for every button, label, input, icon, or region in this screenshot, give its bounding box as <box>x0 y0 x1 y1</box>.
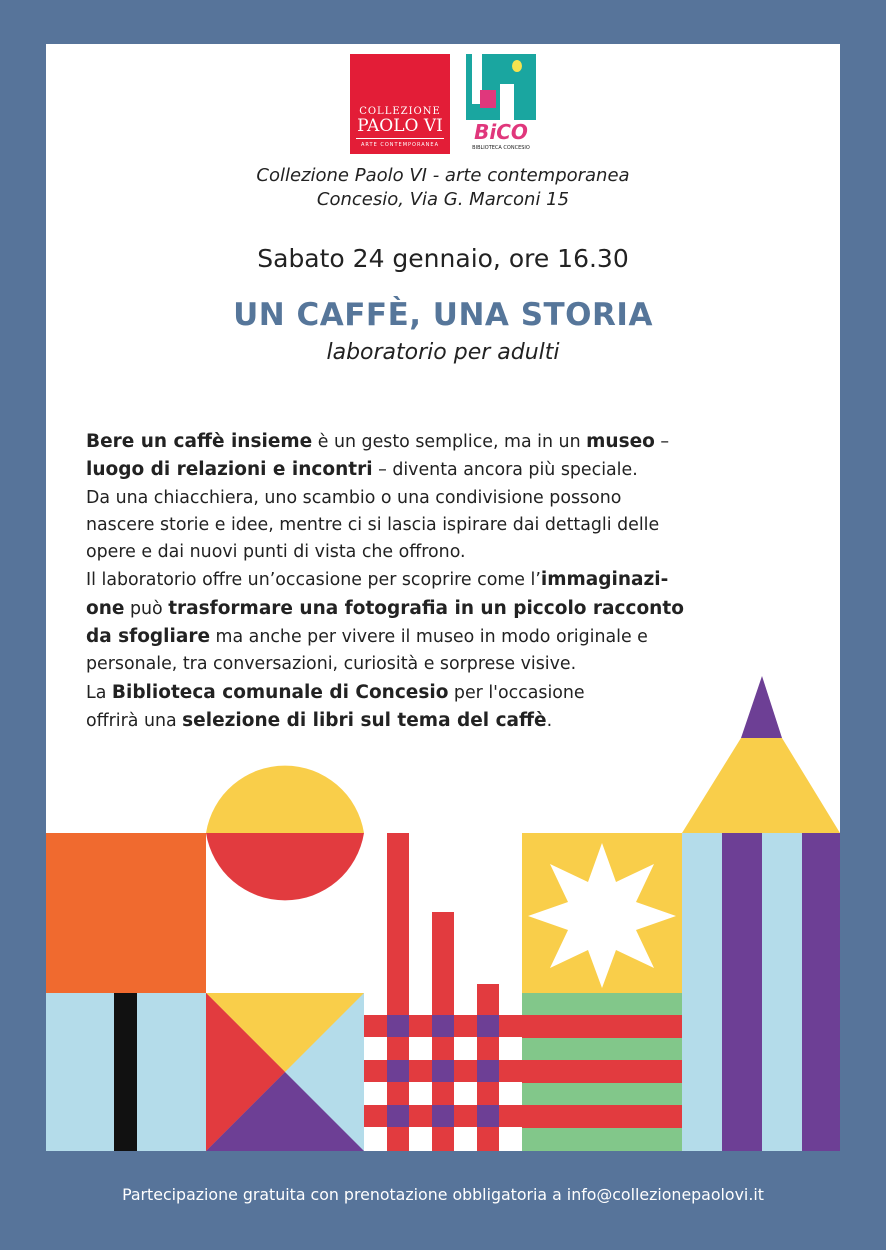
orange-square <box>46 833 206 993</box>
striped-block <box>522 993 682 1151</box>
description-line: Da una chiacchiera, uno scambio o una condivisione possono <box>86 487 622 508</box>
description-line: luogo di relazioni e incontri – diventa ancora più speciale. <box>86 459 638 481</box>
purple-roof-tip <box>741 676 782 738</box>
event-subtitle: laboratorio per adulti <box>326 340 560 365</box>
bico-logo-name: BiCO <box>474 120 528 144</box>
tower-stripe <box>722 833 762 1151</box>
yellow-roof <box>682 738 840 833</box>
checkerboard <box>364 1015 522 1151</box>
logo-line-paolo: PAOLO VI <box>357 116 443 136</box>
description-line: da sfogliare ma anche per vivere il museo in modo originale e <box>86 626 648 648</box>
geometric-illustration <box>46 44 840 1151</box>
description-line: offrirà una selezione di libri sul tema del caffè. <box>86 709 553 731</box>
red-bar-tall <box>387 833 409 1018</box>
logo-line-collezione: COLLEZIONE <box>359 106 441 117</box>
description-line: personale, tra conversazioni, curiosità e sorprese visive. <box>86 654 577 675</box>
black-bar <box>114 993 137 1151</box>
footer-booking-info: Partecipazione gratuita con prenotazione obbligatoria a info@collezionepaolovi.it <box>122 1185 764 1204</box>
sun-bottom-half <box>206 833 364 900</box>
red-bar-mid <box>432 912 454 1018</box>
logo-line-arte: ARTE CONTEMPORANEA <box>361 142 439 148</box>
description-line: Bere un caffè insieme è un gesto semplice, ma in un museo – <box>86 431 670 452</box>
red-bar-short <box>477 984 499 1018</box>
description-line: Il laboratorio offre un’occasione per scoprire come l’immaginazi- <box>86 569 669 591</box>
venue-address: Concesio, Via G. Marconi 15 <box>316 189 570 210</box>
poster-card <box>46 44 840 1151</box>
description-line: nascere storie e idee, mentre ci si lascia ispirare dai dettagli delle <box>86 514 660 535</box>
event-title: UN CAFFÈ, UNA STORIA <box>233 297 653 333</box>
description-line: one può trasformare una fotografia in un piccolo racconto <box>86 597 684 619</box>
bico-logo-subtitle: BIBLIOTECA CONCESIO <box>472 145 530 151</box>
description-line: opere e dai nuovi punti di vista che offrono. <box>86 542 466 563</box>
description-line: La Biblioteca comunale di Concesio per l'occasione <box>86 681 585 703</box>
event-date: Sabato 24 gennaio, ore 16.30 <box>257 244 629 273</box>
sun-top-half <box>206 766 364 833</box>
tower-stripe <box>802 833 840 1151</box>
venue-name: Collezione Paolo VI - arte contemporanea <box>256 165 630 186</box>
